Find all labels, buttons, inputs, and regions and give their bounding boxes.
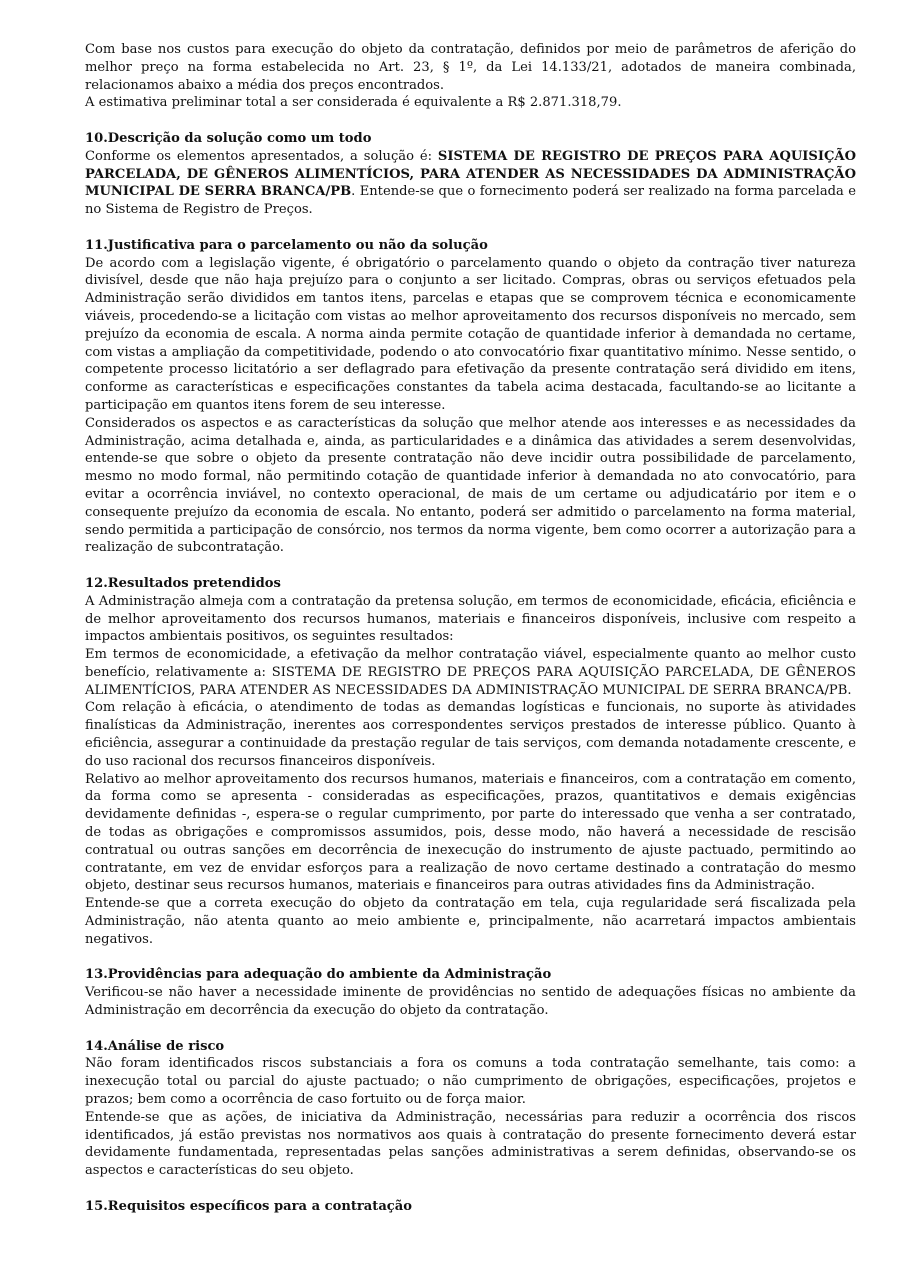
section-10-lead: Conforme os elementos apresentados, a solução é:	[85, 148, 438, 164]
section-10-tail: . Entende-se que o fornecimento poderá ser realizado na forma parcelada e no Sistema de Registro de Preços.	[85, 184, 856, 218]
section-12-paragraph-1: A Administração almeja com a contratação da pretensa solução, em termos de economicidade, eficácia, eficiência e de melhor aproveitamento dos recursos humanos, materiais e financeiros disponíveis, inclusive com respeito a impactos ambientais positivos, os seguintes resultados:	[85, 593, 856, 645]
intro-paragraph: Com base nos custos para execução do objeto da contratação, definidos por meio de parâmetros de aferição do melhor preço na forma estabelecida no Art. 23, § 1º, da Lei 14.133/21, adotados de maneira combinada, relacionamos abaixo a média dos preços encontrados.	[85, 42, 856, 93]
section-12-paragraph-4: Relativo ao melhor aproveitamento dos recursos humanos, materiais e financeiros, com a contratação em comento, da forma como se apresenta - consideradas as especificações, prazos, quantitativos e demais exigências devidamente definidas -, espera-se o regular cumprimento, por parte do interessado que venha a ser contratado, de todas as obrigações e compromissos assumidos, pois, desse modo, não haverá a necessidade de rescisão contratual ou outras sanções em decorrência de inexecução do instrumento de ajuste pactuado, permitindo ao contratante, em vez de envidar esforços para a realização de novo certame destinado a contratação do mesmo objeto, destinar seus recursos humanos, materiais e financeiros para outras atividades fins da Administração.	[85, 771, 856, 894]
section-14-paragraph-2: Entende-se que as ações, de iniciativa da Administração, necessárias para reduzir a ocorrência dos riscos identificados, já estão previstas nos normativos aos quais à contratação do presente fornecimento deverá estar devidamente fundamentada, representadas pelas sanções administrativas a serem definidas, observando-se os aspectos e características do seu objeto.	[85, 1109, 856, 1179]
section-15-title: 15.Requisitos específicos para a contratação	[85, 1198, 412, 1214]
document-page	[85, 41, 856, 1216]
section-10-title: 10.Descrição da solução como um todo	[85, 130, 372, 146]
section-14	[85, 1038, 856, 1180]
section-12-paragraph-3: Com relação à eficácia, o atendimento de todas as demandas logísticas e funcionais, no suporte às atividades finalísticas da Administração, inerentes aos correspondentes serviços prestados de interesse público. Quanto à eficiência, assegurar a continuidade da prestação regular de tais serviços, com demanda notadamente crescente, e do uso racional dos recursos financeiros disponíveis.	[85, 700, 856, 769]
section-11-title: 11.Justificativa para o parcelamento ou não da solução	[85, 237, 488, 253]
section-10	[85, 130, 856, 219]
estimate-paragraph: A estimativa preliminar total a ser considerada é equivalente a R$ 2.871.318,79.	[85, 95, 622, 111]
section-13-paragraph-1: Verificou-se não haver a necessidade iminente de providências no sentido de adequações físicas no ambiente da Administração em decorrência da execução do objeto da contratação.	[85, 985, 856, 1019]
section-13-title: 13.Providências para adequação do ambiente da Administração	[85, 967, 552, 983]
section-11-paragraph-2: Considerados os aspectos e as características da solução que melhor atende aos interesses e as necessidades da Administração, acima detalhada e, ainda, as particularidades e a dinâmica das atividades a serem desenvolvidas, entende-se que sobre o objeto da presente contratação não deve incidir outra possibilidade de parcelamento, mesmo no modo formal, não permitindo cotação de quantidade inferior à demandada no ato convocatório, para evitar a ocorrência inviável, no contexto operacional, de mais de um certame ou adjudicatário por item e o consequente prejuízo da economia de escala. No entanto, poderá ser admitido o parcelamento na forma material, sendo permitida a participação de consórcio, nos termos da norma vigente, bem como ocorrer a autorização para a realização de subcontratação.	[85, 415, 856, 556]
section-14-paragraph-1: Não foram identificados riscos substanciais a fora os comuns a toda contratação semelhante, tais como: a inexecução total ou parcial do ajuste pactuado; o não cumprimento de obrigações, especificações, projetos e prazos; bem como a ocorrência de caso fortuito ou de força maior.	[85, 1056, 856, 1108]
section-14-title: 14.Análise de risco	[85, 1038, 225, 1054]
section-10-object: SISTEMA DE REGISTRO DE PREÇOS PARA AQUISIÇÃO PARCELADA, DE GÊNEROS ALIMENTÍCIOS, PARA ATENDER AS NECESSIDADES DA ADMINISTRAÇÃO MUNICIPAL DE SERRA BRANCA/PB	[85, 148, 856, 200]
intro-section	[85, 41, 856, 112]
section-11-paragraph-1: De acordo com a legislação vigente, é obrigatório o parcelamento quando o objeto da contração tiver natureza divisível, desde que não haja prejuízo para o conjunto a ser licitado. Compras, obras ou serviços efetuados pela Administração serão divididos em tantos itens, parcelas e etapas que se comprovem técnica e economicamente viáveis, procedendo-se a licitação com vistas ao melhor aproveitamento dos recursos disponíveis no mercado, sem prejuízo da economia de escala. A norma ainda permite cotação de quantidade inferior à demandada no certame, com vistas a ampliação da competitividade, podendo o ato convocatório fixar quantitativo mínimo. Nesse sentido, o competente processo licitatório a ser deflagrado para efetivação da presente contratação será dividido em itens, conforme as características e especificações constantes da tabela acima destacada, facultando-se ao licitante a participação em quantos itens forem de seu interesse.	[85, 255, 856, 413]
section-13	[85, 966, 856, 1019]
section-10-paragraph	[85, 148, 856, 219]
section-15	[85, 1198, 856, 1216]
section-12	[85, 575, 856, 949]
section-12-title: 12.Resultados pretendidos	[85, 575, 281, 591]
section-12-paragraph-5: Entende-se que a correta execução do objeto da contratação em tela, cuja regularidade será fiscalizada pela Administração, não atenta quanto ao meio ambiente e, principalmente, não acarretará impactos ambientais negativos.	[85, 896, 856, 947]
section-12-paragraph-2: Em termos de economicidade, a efetivação da melhor contratação viável, especialmente quanto ao melhor custo benefício, relativamente a: SISTEMA DE REGISTRO DE PREÇOS PARA AQUISIÇÃO PARCELADA, DE GÊNEROS ALIMENTÍCIOS, PARA ATENDER AS NECESSIDADES DA ADMINISTRAÇÃO MUNICIPAL DE SERRA BRANCA/PB.	[85, 647, 856, 698]
section-11	[85, 237, 856, 557]
